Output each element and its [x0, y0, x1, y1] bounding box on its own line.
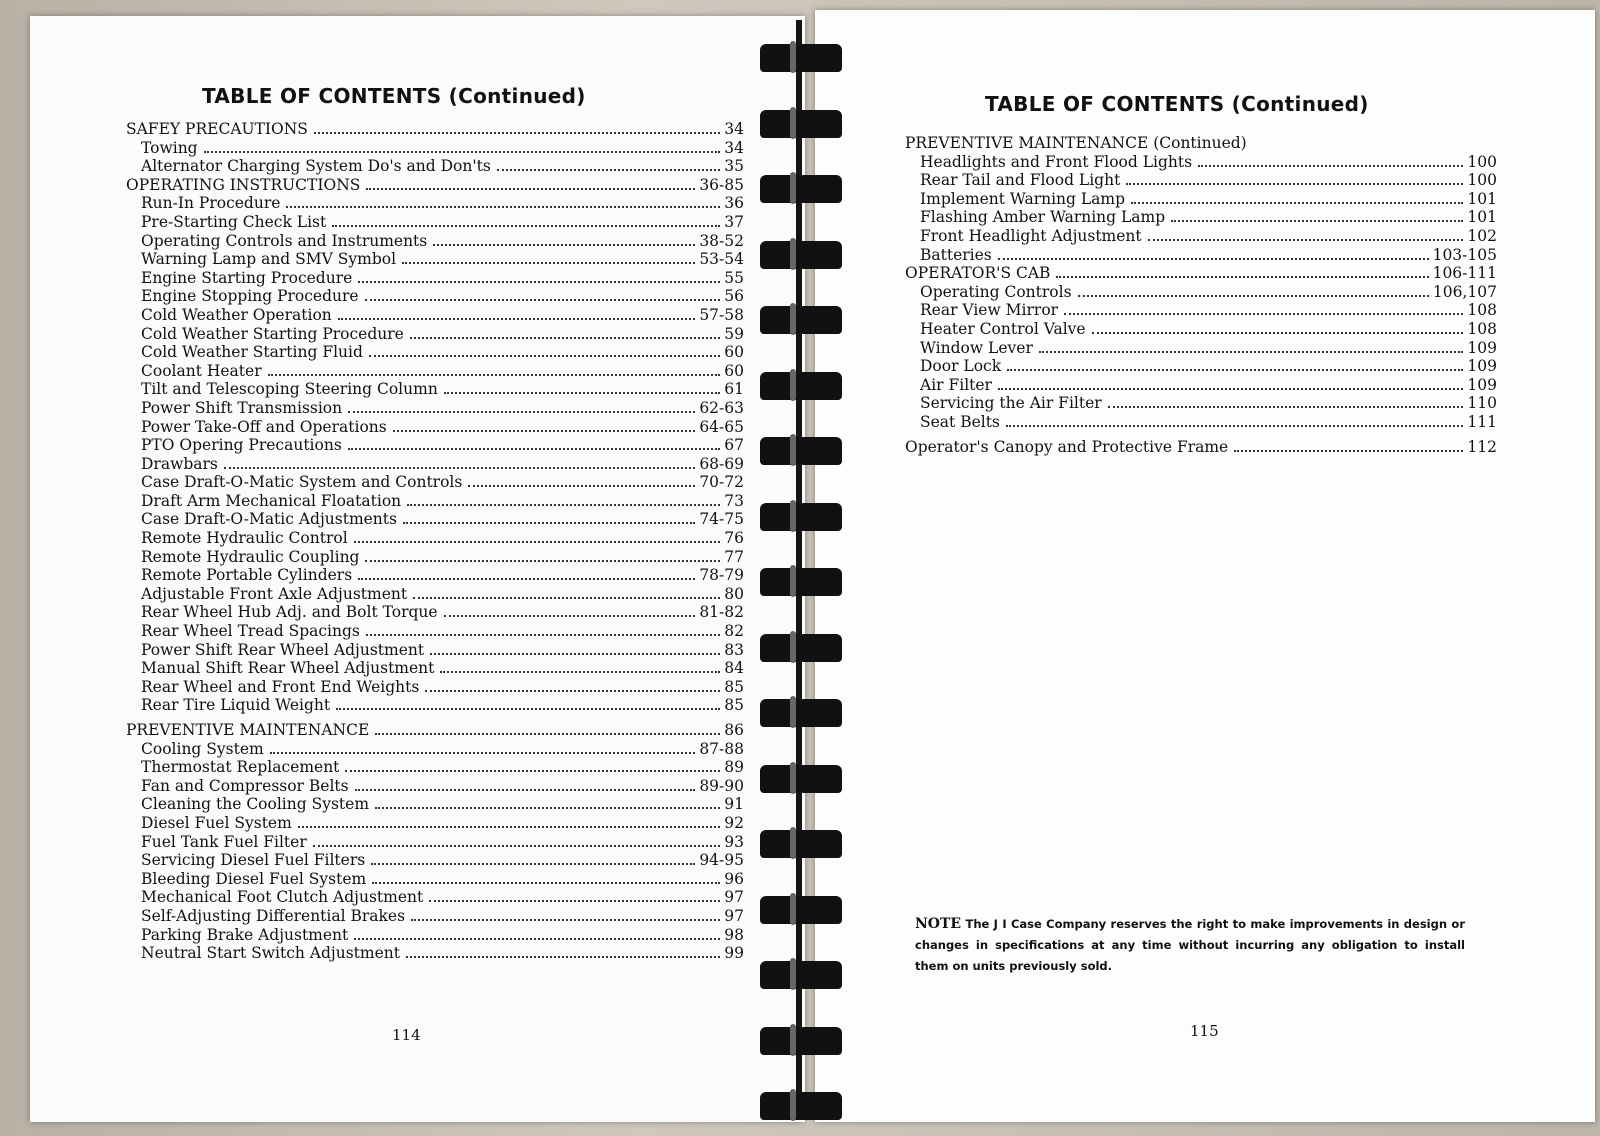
dot-leader	[411, 919, 720, 921]
dot-leader	[407, 504, 720, 506]
dot-leader	[425, 690, 720, 692]
dot-leader	[1056, 276, 1428, 278]
dot-leader	[348, 448, 720, 450]
toc-entry	[126, 157, 744, 176]
binding-coil	[760, 1021, 842, 1059]
toc-entry-label: Engine Stopping Procedure	[141, 287, 359, 306]
binding-coil	[760, 38, 842, 76]
toc-entry-page: 64-65	[699, 417, 744, 436]
toc-entry-page: 74-75	[699, 510, 744, 529]
dot-leader	[358, 578, 695, 580]
toc-entry-label: Rear Tire Liquid Weight	[141, 696, 331, 715]
dot-leader	[497, 169, 720, 171]
toc-entry-label: Case Draft-O-Matic Adjustments	[141, 510, 397, 529]
toc-entry-label: Servicing Diesel Fuel Filters	[141, 851, 366, 870]
toc-entry-label: Cold Weather Starting Fluid	[141, 343, 363, 362]
toc-entry-page: 78-79	[699, 566, 744, 585]
toc-entry	[126, 306, 744, 325]
toc-entry-label: Operator's Canopy and Protective Frame	[905, 437, 1229, 456]
toc-entry-page: 62-63	[699, 398, 744, 417]
toc-entry-label: Power Shift Rear Wheel Adjustment	[141, 640, 425, 659]
dot-leader	[313, 845, 721, 847]
toc-entry-label: Fuel Tank Fuel Filter	[141, 832, 307, 851]
dot-leader	[268, 374, 721, 376]
toc-entry-page: 108	[1467, 319, 1497, 338]
toc-entry	[126, 603, 744, 622]
toc-entry-label: Flashing Amber Warning Lamp	[920, 208, 1166, 227]
toc-entry-label: Cooling System	[141, 739, 264, 758]
binding-coil	[760, 497, 842, 535]
toc-entry-label: Seat Belts	[920, 412, 1000, 431]
toc-entry-page: 85	[724, 696, 744, 715]
toc-entry-label: Parking Brake Adjustment	[141, 925, 349, 944]
toc-entry-page: 89-90	[699, 776, 744, 795]
toc-entry	[126, 399, 744, 418]
toc-entry-page: 36-85	[699, 175, 744, 194]
toc-entry-label: Tilt and Telescoping Steering Column	[141, 380, 438, 399]
binding-coil	[760, 955, 842, 993]
dot-leader	[1234, 450, 1463, 452]
binding-coil	[760, 693, 842, 731]
toc-entry-label: OPERATING INSTRUCTIONS	[126, 175, 361, 194]
toc-entry-page: 89	[724, 758, 744, 777]
toc-entry	[905, 357, 1497, 376]
binding-coil	[760, 759, 842, 797]
dot-leader	[440, 671, 720, 673]
dot-leader	[1006, 425, 1464, 427]
toc-entry-page: 38-52	[699, 231, 744, 250]
toc-entry-label: Pre-Starting Check List	[141, 212, 327, 231]
toc-entry-page: 102	[1467, 226, 1497, 245]
toc-entry	[126, 436, 744, 455]
toc-entry-label: Rear Wheel Tread Spacings	[141, 622, 360, 641]
dot-leader	[1064, 313, 1463, 315]
toc-entry	[126, 418, 744, 437]
toc-entry-label: Headlights and Front Flood Lights	[920, 152, 1193, 171]
toc-entry-page: 57-58	[699, 305, 744, 324]
toc-entry-label: Draft Arm Mechanical Floatation	[141, 491, 402, 510]
toc-entry	[905, 153, 1497, 172]
toc-entry-page: 70-72	[699, 473, 744, 492]
toc-entry-label: Rear View Mirror	[920, 301, 1059, 320]
binding-coil	[760, 169, 842, 207]
dot-leader	[402, 262, 695, 264]
toc-entry	[905, 438, 1497, 457]
dot-leader	[444, 615, 696, 617]
toc-entry-label: Neutral Start Switch Adjustment	[141, 944, 400, 963]
toc-entry-page: 94-95	[699, 851, 744, 870]
toc-entry-page: 97	[724, 906, 744, 925]
dot-leader	[369, 355, 720, 357]
toc-entry	[126, 139, 744, 158]
toc-entry	[126, 814, 744, 833]
toc-entry-label: Power Take-Off and Operations	[141, 417, 387, 436]
note-paragraph	[915, 914, 1465, 977]
toc-entry	[126, 622, 744, 641]
dot-leader	[1092, 332, 1464, 334]
toc-entry-page: 68-69	[699, 454, 744, 473]
dot-leader	[429, 900, 720, 902]
toc-entry-page: 93	[724, 832, 744, 851]
toc-entry	[126, 585, 744, 604]
toc-entry	[905, 283, 1497, 302]
toc-entry	[905, 320, 1497, 339]
toc-entry-label: Self-Adjusting Differential Brakes	[141, 906, 406, 925]
binding-coil	[760, 235, 842, 273]
toc-entry-label: Adjustable Front Axle Adjustment	[141, 584, 408, 603]
toc-entry-page: 80	[724, 584, 744, 603]
toc-entry-label: Heater Control Valve	[920, 319, 1086, 338]
toc-entry	[126, 269, 744, 288]
dot-leader	[336, 708, 720, 710]
binding-coil	[760, 1086, 842, 1124]
toc-entry-page: 34	[724, 120, 744, 138]
binding-coil	[760, 890, 842, 928]
toc-entry	[126, 926, 744, 945]
note-label: NOTE	[915, 916, 962, 932]
toc-entry-label: SAFEY PRECAUTIONS	[126, 120, 308, 138]
dot-leader	[286, 206, 720, 208]
toc-entry-label: Servicing the Air Filter	[920, 394, 1102, 413]
toc-entry-page: 73	[724, 491, 744, 510]
toc-entry-page: 76	[724, 529, 744, 548]
toc-entry-label: PTO Opering Precautions	[141, 436, 342, 455]
toc-entry-page: 108	[1467, 301, 1497, 320]
toc-entry-page: 101	[1467, 208, 1497, 227]
dot-leader	[1148, 239, 1464, 241]
toc-entry	[126, 659, 744, 678]
toc-entry-label: Bleeding Diesel Fuel System	[141, 869, 367, 888]
dot-leader	[314, 132, 720, 134]
toc-entry-label: Rear Wheel and Front End Weights	[141, 677, 420, 696]
toc-entry	[126, 740, 744, 759]
toc-entry	[905, 413, 1497, 432]
toc-entry	[126, 473, 744, 492]
binding-coil	[760, 300, 842, 338]
toc-entry	[126, 870, 744, 889]
toc-entry-page: 53-54	[699, 250, 744, 269]
toc-entry	[126, 678, 744, 697]
toc-entry-page: 103-105	[1432, 245, 1497, 264]
toc-entry	[905, 227, 1497, 246]
toc-entry	[126, 566, 744, 585]
toc-entry	[905, 171, 1497, 190]
binding-coil	[760, 824, 842, 862]
toc-entry-page: 100	[1467, 152, 1497, 171]
toc-list	[905, 134, 1497, 456]
dot-leader	[372, 882, 720, 884]
dot-leader	[345, 770, 720, 772]
note-text: The J I Case Company reserves the right to make improvements in design or changes in specifications at any time without incurring any obligation to install them on units previously sold.	[915, 917, 1465, 973]
dot-leader	[998, 258, 1429, 260]
dot-leader	[413, 597, 720, 599]
toc-entry	[126, 696, 744, 715]
toc-entry-label: Diesel Fuel System	[141, 813, 292, 832]
toc-entry-label: Drawbars	[141, 454, 218, 473]
toc-entry-label: Operating Controls and Instruments	[141, 231, 428, 250]
dot-leader	[1131, 202, 1463, 204]
binding-coil	[760, 431, 842, 469]
toc-entry-page: 92	[724, 813, 744, 832]
toc-entry-label: PREVENTIVE MAINTENANCE	[126, 721, 370, 739]
toc-entry	[905, 376, 1497, 395]
toc-entry	[126, 777, 744, 796]
toc-entry-page: 55	[724, 268, 744, 287]
dot-leader	[204, 151, 721, 153]
toc-entry-label: Fan and Compressor Belts	[141, 776, 349, 795]
binding-coil	[760, 366, 842, 404]
toc-entry-page: 34	[724, 138, 744, 157]
toc-entry	[126, 455, 744, 474]
toc-entry-label: Implement Warning Lamp	[920, 189, 1126, 208]
toc-entry	[126, 120, 744, 139]
dot-leader	[224, 467, 695, 469]
toc-entry-label: Engine Starting Procedure	[141, 268, 353, 287]
toc-entry-label: Operating Controls	[920, 282, 1072, 301]
toc-entry-label: Air Filter	[920, 375, 992, 394]
toc-entry-page: 85	[724, 677, 744, 696]
toc-entry	[126, 833, 744, 852]
toc-entry-label: PREVENTIVE MAINTENANCE (Continued)	[905, 134, 1247, 152]
toc-entry-page: 101	[1467, 189, 1497, 208]
dot-leader	[403, 522, 695, 524]
dot-leader	[354, 938, 720, 940]
toc-entry-label: Case Draft-O-Matic System and Controls	[141, 473, 463, 492]
toc-entry-page: 37	[724, 212, 744, 231]
dot-leader	[366, 634, 720, 636]
dot-leader	[366, 188, 695, 190]
toc-entry	[126, 758, 744, 777]
toc-entry	[126, 194, 744, 213]
toc-list	[126, 120, 744, 963]
toc-entry-page: 96	[724, 869, 744, 888]
dot-leader	[332, 225, 720, 227]
toc-entry-label: OPERATOR'S CAB	[905, 264, 1051, 283]
toc-entry-page: 56	[724, 287, 744, 306]
toc-entry	[126, 510, 744, 529]
toc-entry-label: Door Lock	[920, 357, 1002, 376]
dot-leader	[1108, 406, 1464, 408]
dot-leader	[1198, 165, 1463, 167]
toc-entry-page: 112	[1467, 437, 1497, 456]
toc-entry-label: Warning Lamp and SMV Symbol	[141, 250, 397, 269]
toc-entry	[126, 362, 744, 381]
toc-entry-label: Rear Wheel Hub Adj. and Bolt Torque	[141, 603, 438, 622]
toc-entry	[905, 264, 1497, 283]
toc-entry	[905, 339, 1497, 358]
toc-entry-label: Mechanical Foot Clutch Adjustment	[141, 888, 424, 907]
toc-entry-page: 35	[724, 157, 744, 176]
toc-entry-page: 86	[724, 721, 744, 739]
dot-leader	[348, 411, 695, 413]
toc-entry	[905, 394, 1497, 413]
dot-leader	[371, 863, 695, 865]
page-number: 115	[1190, 1022, 1219, 1040]
toc-entry	[126, 907, 744, 926]
toc-entry-label: Alternator Charging System Do's and Don'ts	[141, 157, 491, 176]
toc-entry-label: Towing	[141, 138, 198, 157]
toc-entry	[905, 301, 1497, 320]
dot-leader	[298, 826, 720, 828]
toc-entry	[126, 325, 744, 344]
toc-entry-page: 109	[1467, 338, 1497, 357]
page-title: TABLE OF CONTENTS (Continued)	[985, 92, 1369, 116]
toc-entry-page: 60	[724, 361, 744, 380]
toc-entry	[126, 944, 744, 963]
toc-entry-page: 87-88	[699, 739, 744, 758]
dot-leader	[1126, 183, 1463, 185]
toc-entry	[905, 134, 1497, 153]
toc-entry-page: 99	[724, 944, 744, 963]
toc-entry-page: 109	[1467, 357, 1497, 376]
binding-coil	[760, 628, 842, 666]
page-title: TABLE OF CONTENTS (Continued)	[202, 84, 586, 108]
toc-entry	[126, 232, 744, 251]
toc-entry-label: Window Lever	[920, 338, 1033, 357]
right-page	[815, 10, 1595, 1122]
toc-entry-label: Run-In Procedure	[141, 194, 281, 213]
dot-leader	[365, 560, 720, 562]
toc-entry-page: 82	[724, 622, 744, 641]
page-number: 114	[392, 1026, 421, 1044]
toc-entry-page: 98	[724, 925, 744, 944]
toc-entry	[126, 213, 744, 232]
toc-entry-label: Remote Hydraulic Control	[141, 529, 348, 548]
dot-leader	[375, 733, 720, 735]
toc-entry-label: Power Shift Transmission	[141, 398, 343, 417]
toc-entry	[126, 250, 744, 269]
dot-leader	[338, 318, 696, 320]
toc-entry-label: Cold Weather Starting Procedure	[141, 324, 404, 343]
toc-entry	[126, 795, 744, 814]
toc-entry-page: 97	[724, 888, 744, 907]
toc-entry	[905, 208, 1497, 227]
toc-entry	[126, 888, 744, 907]
toc-entry-page: 81-82	[699, 603, 744, 622]
toc-entry-label: Coolant Heater	[141, 361, 262, 380]
dot-leader	[354, 541, 721, 543]
toc-entry-page: 106,107	[1432, 282, 1497, 301]
toc-entry-page: 109	[1467, 375, 1497, 394]
dot-leader	[393, 430, 696, 432]
toc-entry-label: Thermostat Replacement	[141, 758, 340, 777]
toc-entry-page: 91	[724, 795, 744, 814]
toc-entry-page: 67	[724, 436, 744, 455]
dot-leader	[1171, 220, 1463, 222]
toc-entry	[126, 380, 744, 399]
toc-entry-label: Remote Portable Cylinders	[141, 566, 353, 585]
toc-entry-page: 84	[724, 659, 744, 678]
toc-entry	[905, 190, 1497, 209]
binding-coil	[760, 562, 842, 600]
toc-entry	[126, 641, 744, 660]
toc-entry-page: 100	[1467, 171, 1497, 190]
toc-entry-label: Remote Hydraulic Coupling	[141, 547, 360, 566]
dot-leader	[375, 807, 720, 809]
dot-leader	[430, 653, 720, 655]
dot-leader	[358, 281, 720, 283]
toc-entry-label: Rear Tail and Flood Light	[920, 171, 1121, 190]
dot-leader	[444, 392, 720, 394]
toc-entry-label: Manual Shift Rear Wheel Adjustment	[141, 659, 435, 678]
toc-entry	[126, 176, 744, 195]
binding-coil	[760, 104, 842, 142]
toc-entry-page: 60	[724, 343, 744, 362]
dot-leader	[355, 789, 696, 791]
dot-leader	[1078, 295, 1429, 297]
toc-entry	[126, 851, 744, 870]
dot-leader	[270, 752, 696, 754]
left-page	[30, 16, 805, 1122]
toc-entry-label: Front Headlight Adjustment	[920, 226, 1142, 245]
toc-entry-page: 106-111	[1432, 264, 1497, 283]
toc-entry-page: 111	[1467, 412, 1497, 431]
dot-leader	[433, 244, 695, 246]
toc-entry	[905, 246, 1497, 265]
dot-leader	[998, 388, 1463, 390]
toc-entry-label: Batteries	[920, 245, 992, 264]
toc-entry-label: Cleaning the Cooling System	[141, 795, 370, 814]
toc-entry	[126, 343, 744, 362]
toc-entry-page: 110	[1467, 394, 1497, 413]
toc-entry	[126, 492, 744, 511]
dot-leader	[365, 299, 721, 301]
dot-leader	[1007, 369, 1463, 371]
toc-entry	[126, 548, 744, 567]
toc-entry	[126, 721, 744, 740]
toc-entry-page: 36	[724, 194, 744, 213]
toc-entry-page: 61	[724, 380, 744, 399]
dot-leader	[410, 337, 720, 339]
toc-entry	[126, 287, 744, 306]
toc-entry-page: 83	[724, 640, 744, 659]
dot-leader	[1039, 351, 1464, 353]
dot-leader	[468, 485, 695, 487]
toc-entry-label: Cold Weather Operation	[141, 305, 332, 324]
toc-entry-page: 59	[724, 324, 744, 343]
toc-entry-page: 77	[724, 547, 744, 566]
dot-leader	[406, 956, 720, 958]
toc-entry	[126, 529, 744, 548]
